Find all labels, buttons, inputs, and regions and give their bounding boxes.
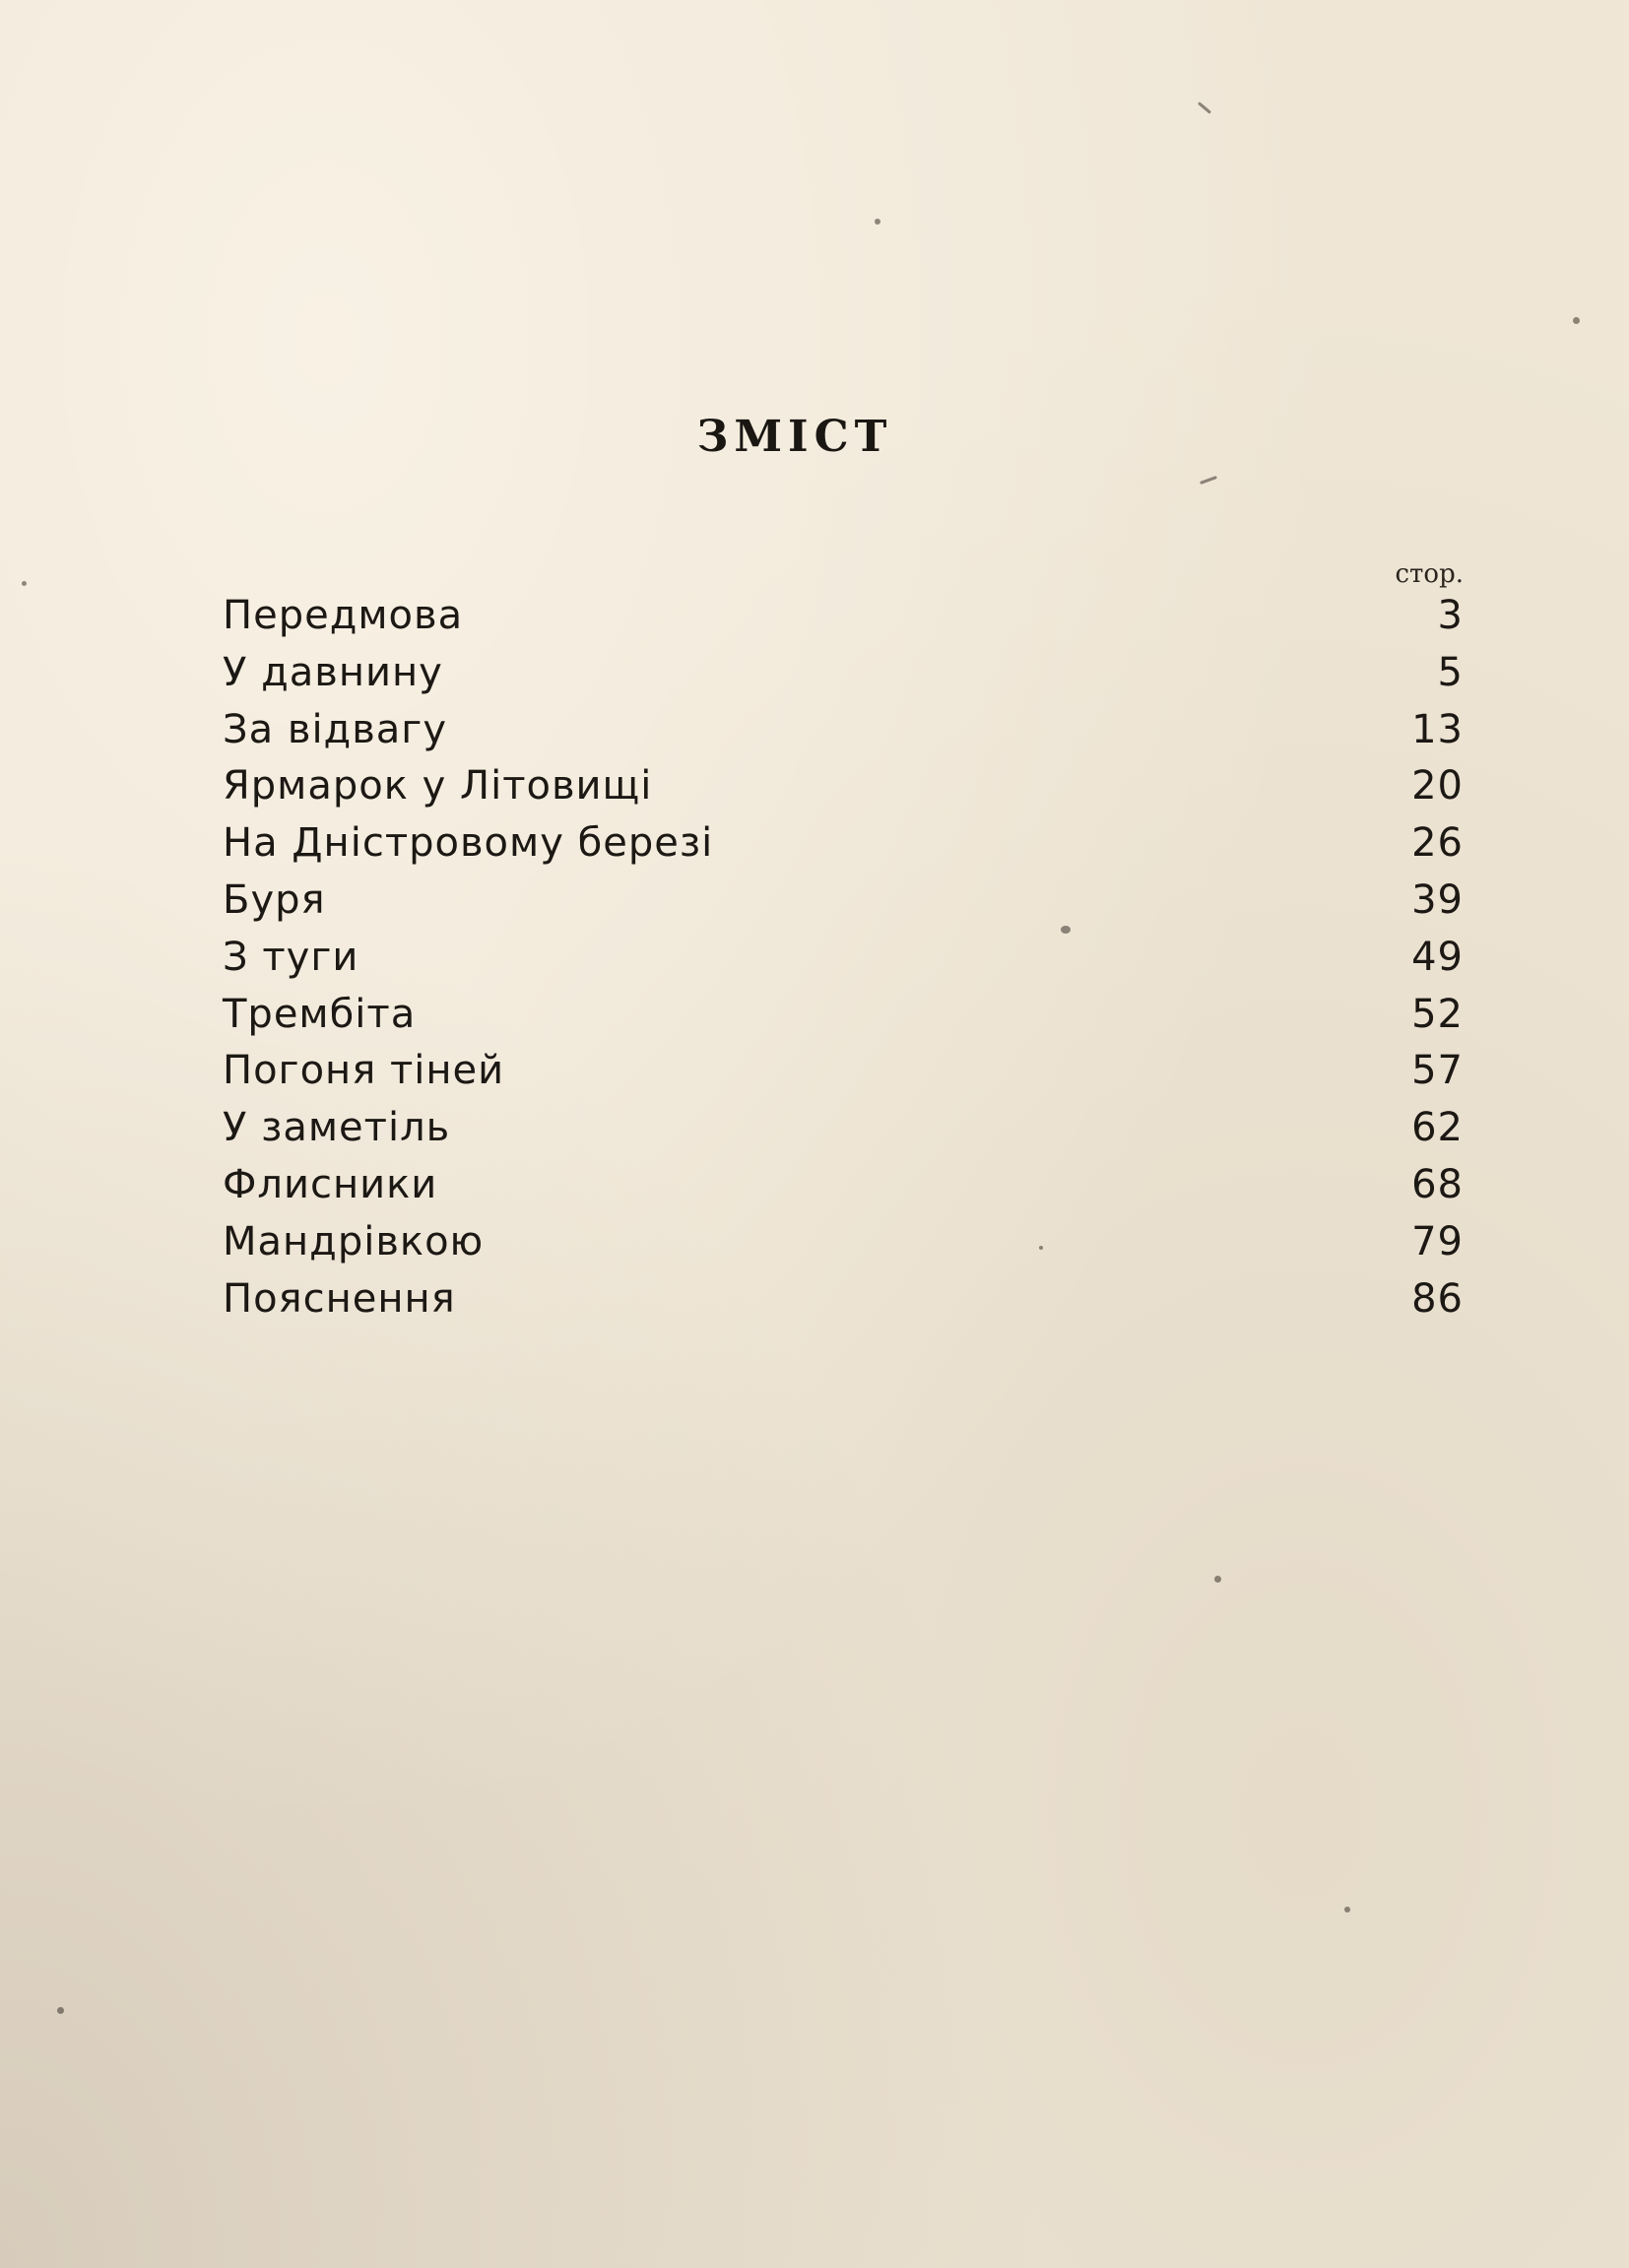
toc-entry-title: Мандрівкою [223, 1218, 485, 1264]
table-of-contents [223, 593, 1464, 1332]
toc-entry-page: 68 [1411, 1161, 1464, 1207]
toc-entry-page: 13 [1411, 706, 1464, 752]
toc-entry-title: Ярмарок у Літовищі [223, 763, 653, 810]
paper-speck [57, 2007, 64, 2014]
toc-entry-page: 26 [1411, 820, 1464, 867]
toc-entry [223, 1219, 1464, 1276]
toc-entry [223, 1162, 1464, 1219]
paper-speck [1200, 476, 1217, 485]
toc-entry [223, 877, 1464, 935]
toc-entry-page: 5 [1437, 649, 1464, 695]
paper-speck [22, 581, 27, 586]
toc-entry-page: 57 [1411, 1048, 1464, 1094]
toc-entry [223, 1048, 1464, 1105]
toc-entry-title: З туги [223, 934, 359, 980]
toc-entry-title: Погоня тіней [223, 1048, 505, 1094]
toc-entry [223, 707, 1464, 764]
page-column-label: стор. [1395, 559, 1464, 589]
toc-entry [223, 820, 1464, 877]
toc-entry [223, 992, 1464, 1049]
paper-speck [1344, 1907, 1350, 1912]
toc-entry-page: 62 [1411, 1105, 1464, 1151]
paper-speck [1214, 1576, 1221, 1583]
toc-entry [223, 1276, 1464, 1333]
toc-entry-title: У давнину [223, 649, 443, 695]
toc-entry-page: 79 [1411, 1218, 1464, 1264]
page-title: ЗМІСТ [696, 412, 893, 462]
toc-entry-page: 52 [1411, 991, 1464, 1037]
toc-entry-title: У заметіль [223, 1105, 451, 1151]
toc-entry [223, 593, 1464, 650]
toc-entry [223, 763, 1464, 820]
toc-entry [223, 650, 1464, 707]
toc-entry-title: На Дністровому березі [223, 820, 714, 867]
toc-entry [223, 1105, 1464, 1162]
toc-entry [223, 935, 1464, 992]
paper-speck [1573, 317, 1580, 324]
toc-entry-page: 20 [1411, 763, 1464, 810]
paper-speck [1198, 101, 1211, 114]
toc-entry-title: Трембіта [223, 991, 417, 1037]
toc-entry-title: Передмова [223, 593, 464, 638]
toc-entry-page: 86 [1411, 1275, 1464, 1322]
paper-speck [875, 219, 880, 225]
toc-entry-page: 39 [1411, 876, 1464, 923]
toc-entry-title: Буря [223, 876, 326, 923]
toc-entry-page: 49 [1411, 934, 1464, 980]
paper-speck [1039, 1246, 1043, 1250]
toc-entry-title: Пояснення [223, 1275, 456, 1322]
toc-entry-title: Флисники [223, 1161, 438, 1207]
paper-speck [1061, 926, 1071, 934]
toc-entry-title: За відвагу [223, 706, 447, 752]
toc-entry-page: 3 [1437, 593, 1464, 638]
